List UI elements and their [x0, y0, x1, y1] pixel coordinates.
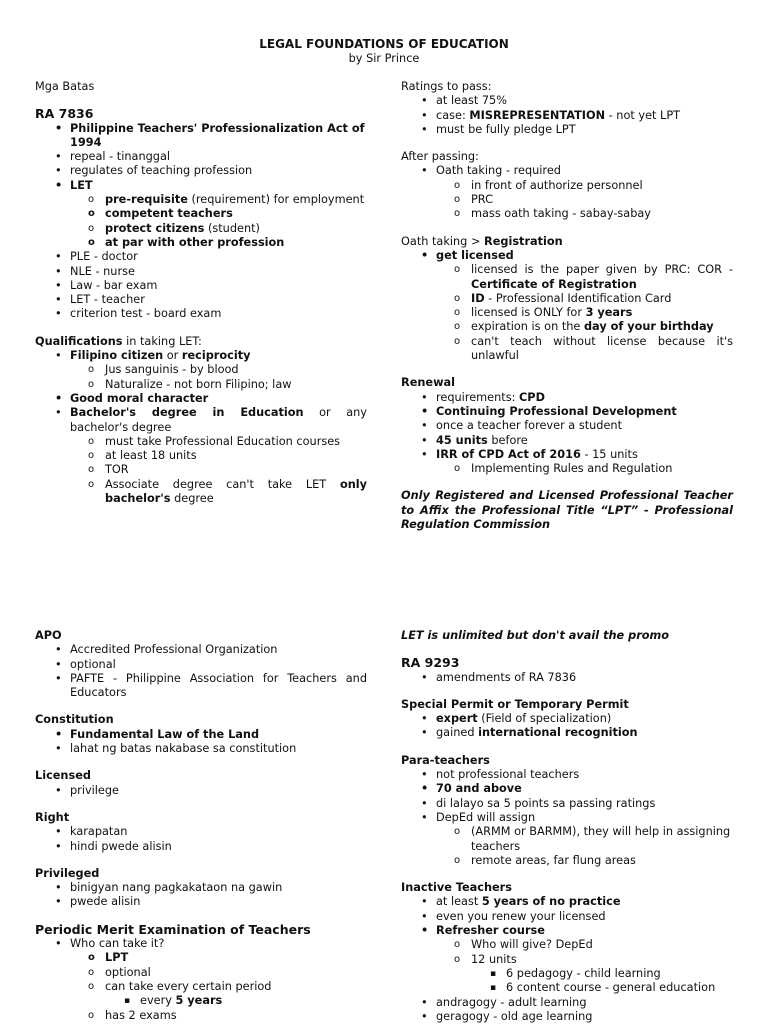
list-item: [401, 109, 733, 123]
list-item: o optional: [35, 966, 367, 980]
heading-renewal: Renewal: [401, 376, 455, 390]
list-item: o Implementing Rules and Regulation: [401, 462, 733, 476]
list-item: • binigyan nang pagkakataon na gawin: [35, 881, 367, 895]
column-left-top: [35, 80, 367, 506]
text: or: [163, 349, 182, 363]
text-bold: Filipino citizen: [70, 349, 164, 363]
text: Associate degree can't take LET: [105, 477, 340, 491]
unlimited-note: LET is unlimited but don't avail the promo: [401, 629, 670, 642]
list-item: • must be fully pledge LPT: [401, 123, 733, 137]
list-item: • Fundamental Law of the Land: [35, 728, 367, 742]
text: - 15 units: [580, 447, 638, 461]
constitution-list: [35, 728, 367, 757]
list-item: • hindi pwede alisin: [35, 840, 367, 854]
list-item: [401, 391, 733, 405]
list-item: • Oath taking - required: [401, 164, 733, 178]
heading-licensed: Licensed: [35, 769, 91, 783]
privileged-list: [35, 881, 367, 910]
list-item: • LET - teacher: [35, 293, 367, 307]
list-item: • di lalayo sa 5 points sa passing ratings: [401, 797, 733, 811]
list-item: • LET: [35, 179, 367, 193]
text: requirements:: [436, 390, 519, 404]
text-bold: protect citizens: [105, 221, 205, 235]
text-bold: CPD: [519, 390, 545, 404]
list-item: ▪ 6 content course - general education: [401, 981, 733, 995]
list-item: • once a teacher forever a student: [401, 419, 733, 433]
list-item: [401, 263, 733, 292]
list-item: [401, 895, 733, 909]
text-bold: Bachelor's degree in Education: [70, 406, 304, 420]
heading-constitution: Constitution: [35, 713, 114, 727]
list-item: • geragogy - old age learning: [401, 1010, 733, 1024]
text: every: [140, 994, 176, 1008]
text-bold: MISREPRESENTATION: [469, 108, 606, 122]
heading-qualifications: [35, 335, 367, 349]
list-item: o Who will give? DepEd: [401, 938, 733, 952]
after-passing-list: [401, 164, 733, 221]
licensed-list: [35, 784, 367, 798]
right-list: [35, 825, 367, 854]
list-item: [401, 306, 733, 320]
text: - Professional Identification Card: [484, 291, 672, 305]
section-intro: Mga Batas: [35, 80, 95, 93]
heading-after-passing: After passing:: [401, 150, 479, 164]
list-item: • repeal - tinanggal: [35, 150, 367, 164]
heading-pmet: Periodic Merit Examination of Teachers: [35, 921, 311, 937]
list-item: • Law - bar exam: [35, 279, 367, 293]
list-item: • Who can take it?: [35, 937, 367, 951]
list-item: • criterion test - board exam: [35, 307, 367, 321]
list-item: o must take Professional Education courses: [35, 435, 367, 449]
special-permit-list: [401, 712, 733, 741]
para-teachers-list: [401, 768, 733, 868]
heading-para-teachers: Para-teachers: [401, 753, 490, 767]
heading-special-permit: Special Permit or Temporary Permit: [401, 697, 629, 711]
list-item: • karapatan: [35, 825, 367, 839]
column-left-bottom: [35, 629, 367, 1023]
list-item: [35, 406, 367, 435]
text-bold: 5 years of no practice: [481, 895, 621, 909]
list-item: • Philippine Teachers' Professionalization Act of 1994: [35, 122, 367, 151]
text: - not yet LPT: [605, 108, 681, 122]
pmet-list: [35, 937, 367, 1023]
list-item: o remote areas, far flung areas: [401, 854, 733, 868]
list-item: • Continuing Professional Development: [401, 405, 733, 419]
list-item: [35, 222, 367, 236]
list-item: o can't teach without license because it's unlawful: [401, 335, 733, 364]
text-bold: day of your birthday: [583, 320, 714, 334]
list-item: o has 2 exams: [35, 1009, 367, 1023]
text: expiration is on the: [471, 320, 584, 334]
qualifications-list: [35, 349, 367, 506]
list-item: • andragogy - adult learning: [401, 996, 733, 1010]
list-item: [401, 448, 733, 462]
list-item: o at least 18 units: [35, 449, 367, 463]
column-right-top: [401, 80, 733, 532]
text: (requirement) for employment: [187, 193, 365, 207]
list-item: [401, 434, 733, 448]
text-bold: international recognition: [478, 726, 638, 740]
list-item: • even you renew your licensed: [401, 910, 733, 924]
list-item: o PRC: [401, 193, 733, 207]
text-bold: 3 years: [585, 306, 633, 320]
text: in taking LET:: [122, 334, 202, 348]
list-item: [35, 478, 367, 507]
document-title: LEGAL FOUNDATIONS OF EDUCATION: [259, 37, 509, 51]
list-item: o LPT: [35, 951, 367, 965]
list-item: • regulates of teaching profession: [35, 164, 367, 178]
text: licensed is ONLY for: [471, 306, 586, 320]
text: (student): [204, 221, 260, 235]
list-item: ▪ 6 pedagogy - child learning: [401, 967, 733, 981]
heading-oath-registration: [401, 235, 733, 249]
text-bold: ID: [471, 291, 485, 305]
list-item: [401, 712, 733, 726]
ra7836-list: [35, 122, 367, 322]
text-bold: Certificate of Registration: [471, 277, 637, 291]
list-item: • DepEd will assign: [401, 811, 733, 825]
list-item: • Refresher course: [401, 924, 733, 938]
heading-inactive-teachers: Inactive Teachers: [401, 881, 512, 895]
text-bold: 5 years: [175, 994, 223, 1008]
heading-ratings: Ratings to pass:: [401, 80, 492, 93]
list-item: • pwede alisin: [35, 895, 367, 909]
list-item: o Naturalize - not born Filipino; law: [35, 378, 367, 392]
list-item: • get licensed: [401, 249, 733, 263]
list-item: • PAFTE - Philippine Association for Teachers and Educators: [35, 672, 367, 701]
list-item: [401, 726, 733, 740]
apo-list: [35, 643, 367, 700]
list-item: • at least 75%: [401, 94, 733, 108]
heading-ra9293: RA 9293: [401, 655, 460, 671]
list-item: • optional: [35, 658, 367, 672]
list-item: • amendments of RA 7836: [401, 671, 733, 685]
text: degree: [170, 492, 214, 506]
list-item: o mass oath taking - sabay-sabay: [401, 207, 733, 221]
text: at least: [436, 895, 482, 909]
lpt-note: Only Registered and Licensed Professional Teacher to Affix the Professional Title “LPT” - Professional Regulation Commission: [401, 489, 733, 532]
text: case:: [436, 108, 470, 122]
text-bold: Qualifications: [35, 334, 123, 348]
text-bold: expert: [436, 712, 478, 726]
list-item: [401, 292, 733, 306]
text-bold: IRR of CPD Act of 2016: [436, 447, 581, 461]
list-item: o in front of authorize personnel: [401, 179, 733, 193]
list-item: • 70 and above: [401, 782, 733, 796]
list-item: • not professional teachers: [401, 768, 733, 782]
heading-ra7836: RA 7836: [35, 106, 94, 122]
list-item: o competent teachers: [35, 207, 367, 221]
list-item: • privilege: [35, 784, 367, 798]
list-item: • Good moral character: [35, 392, 367, 406]
text-bold: reciprocity: [181, 349, 251, 363]
text: before: [487, 433, 528, 447]
list-item: • NLE - nurse: [35, 265, 367, 279]
heading-right: Right: [35, 810, 70, 824]
list-item: o TOR: [35, 463, 367, 477]
ratings-list: [401, 94, 733, 137]
document-subtitle: by Sir Prince: [348, 52, 420, 65]
ra9293-list: [401, 671, 733, 685]
text: gained: [436, 726, 479, 740]
list-item: o (ARMM or BARMM), they will help in assigning teachers: [401, 825, 733, 854]
heading-apo: APO: [35, 629, 62, 642]
text: Oath taking >: [401, 234, 485, 248]
list-item: [401, 320, 733, 334]
list-item: o Jus sanguinis - by blood: [35, 363, 367, 377]
registration-list: [401, 249, 733, 363]
text-bold: Registration: [484, 234, 563, 248]
list-item: o at par with other profession: [35, 236, 367, 250]
text: or any bachelor's degree: [70, 406, 367, 434]
text-bold: only bachelor's: [105, 477, 367, 506]
list-item: [35, 193, 367, 207]
list-item: o can take every certain period: [35, 980, 367, 994]
list-item: o 12 units: [401, 953, 733, 967]
renewal-list: [401, 391, 733, 477]
inactive-teachers-list: [401, 895, 733, 1024]
column-right-bottom: [401, 629, 733, 1024]
list-item: • lahat ng batas nakabase sa constitution: [35, 742, 367, 756]
text: (Field of specialization): [477, 712, 612, 726]
text: licensed is the paper given by PRC: COR -: [471, 263, 733, 277]
list-item: [35, 349, 367, 363]
text-bold: pre-requisite: [105, 193, 188, 207]
text-bold: 45 units: [436, 433, 488, 447]
list-item: • Accredited Professional Organization: [35, 643, 367, 657]
list-item: • PLE - doctor: [35, 250, 367, 264]
heading-privileged: Privileged: [35, 866, 100, 880]
list-item: [35, 994, 367, 1008]
